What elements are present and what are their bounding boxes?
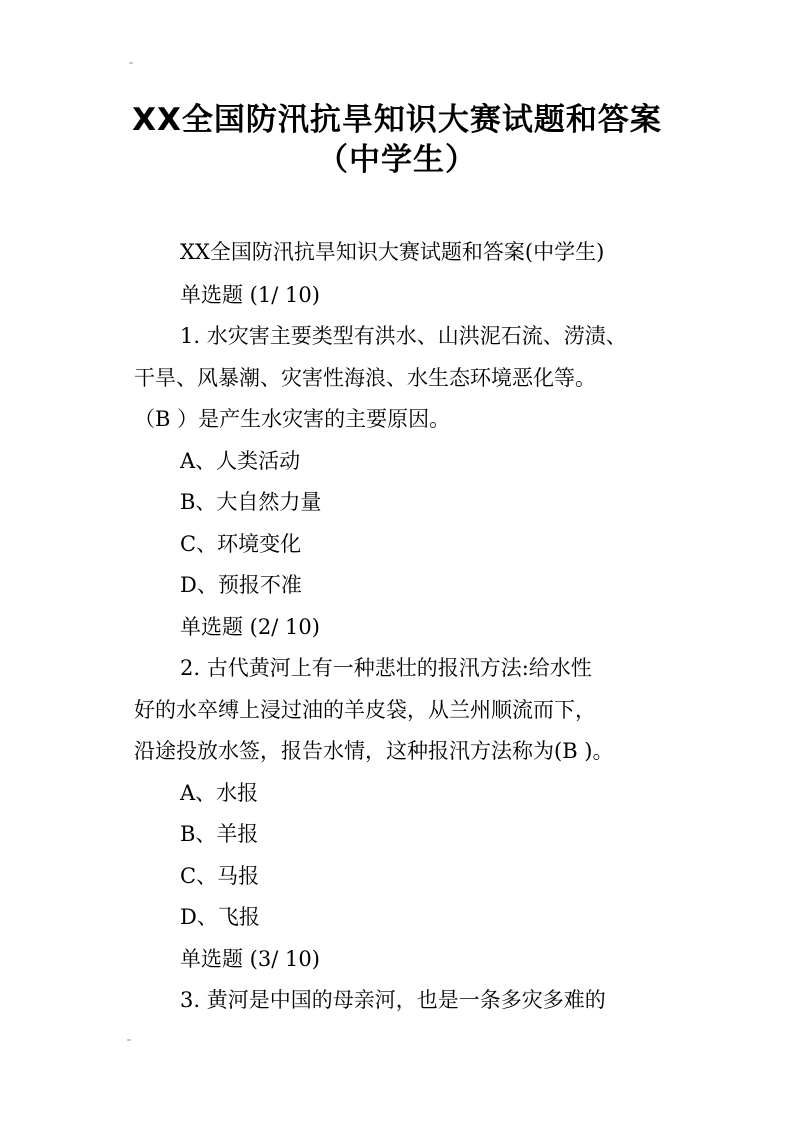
question-1-line-1: 1. 水灾害主要类型有洪水、山洪泥石流、涝渍、 bbox=[180, 324, 627, 348]
question-1-option-c: C、环境变化 bbox=[180, 532, 302, 556]
section-header-q2: 单选题 (2/ 10) bbox=[180, 615, 320, 639]
question-1-line-3: （B ）是产生水灾害的主要原因。 bbox=[134, 407, 451, 431]
question-1-line-2: 干旱、风暴潮、灾害性海浪、水生态环境恶化等。 bbox=[134, 366, 596, 390]
section-header-q1: 单选题 (1/ 10) bbox=[180, 283, 320, 307]
question-3-line-1: 3. 黄河是中国的母亲河，也是一条多灾多难的 bbox=[180, 988, 606, 1012]
question-2-option-b: B、羊报 bbox=[180, 822, 259, 846]
scan-mark bbox=[127, 1039, 131, 1041]
question-2-option-a: A、水报 bbox=[180, 781, 259, 805]
question-1-option-a: A、人类活动 bbox=[180, 449, 301, 473]
scan-mark bbox=[129, 62, 133, 64]
question-1-option-d: D、预报不准 bbox=[180, 573, 302, 597]
question-2-line-1: 2. 古代黄河上有一种悲壮的报汛方法:给水性 bbox=[180, 656, 592, 680]
question-2-option-c: C、马报 bbox=[180, 864, 260, 888]
question-2-option-d: D、飞报 bbox=[180, 905, 260, 929]
document-title-line-1: XX全国防汛抗旱知识大赛试题和答案 bbox=[132, 102, 662, 138]
subtitle-line: XX全国防汛抗旱知识大赛试题和答案(中学生) bbox=[180, 240, 605, 264]
question-2-line-3: 沿途投放水签，报告水情，这种报汛方法称为(B )。 bbox=[134, 739, 614, 763]
document-title-line-2: （中学生） bbox=[317, 142, 477, 178]
question-1-option-b: B、大自然力量 bbox=[180, 490, 322, 514]
section-header-q3: 单选题 (3/ 10) bbox=[180, 947, 320, 971]
question-2-line-2: 好的水卒缚上浸过油的羊皮袋，从兰州顺流而下， bbox=[134, 698, 596, 722]
